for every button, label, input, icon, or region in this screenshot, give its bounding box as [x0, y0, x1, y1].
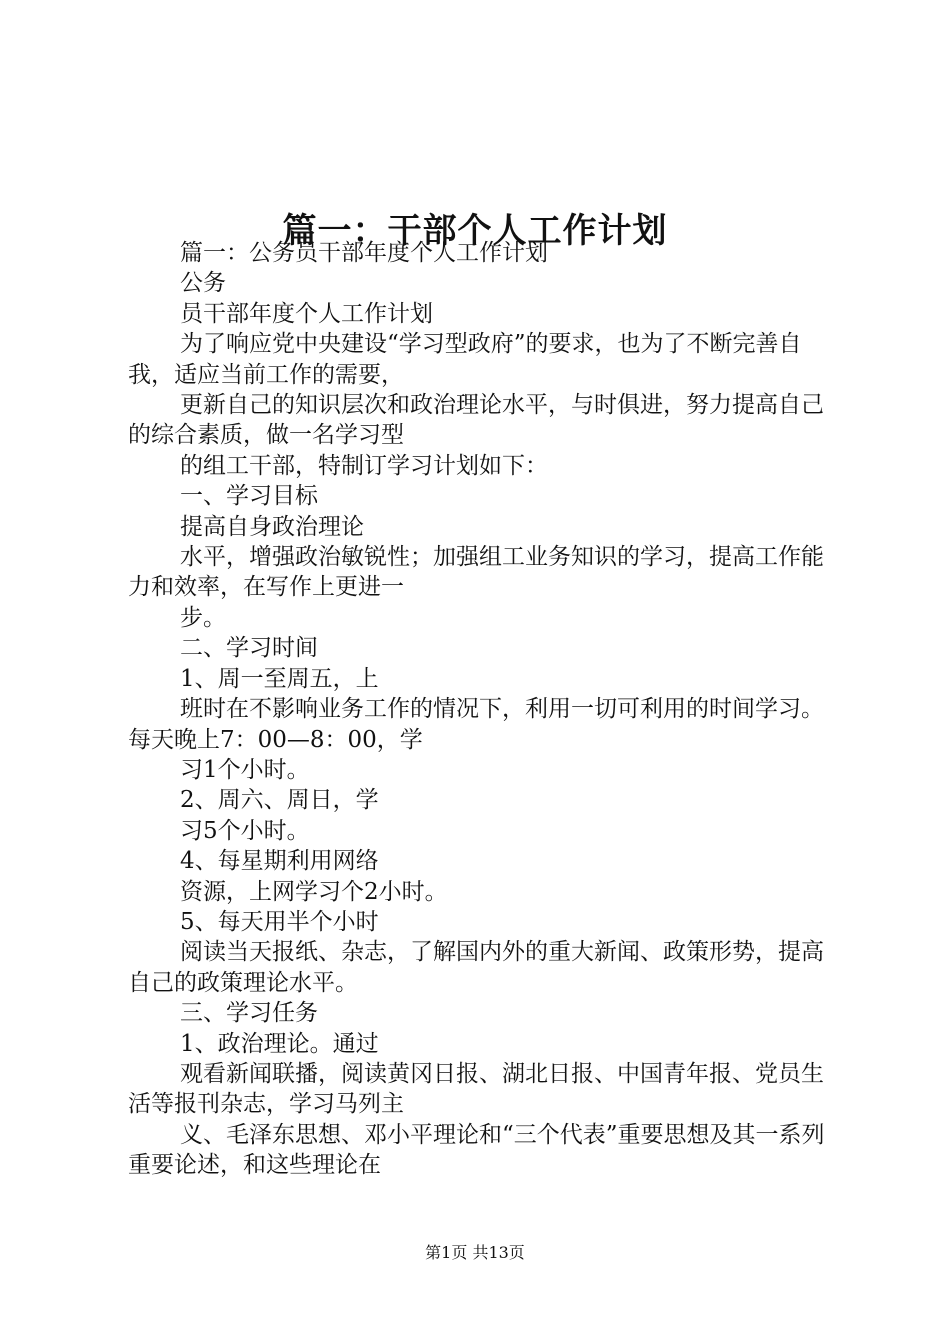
document-body [128, 238, 840, 1181]
body-paragraph: 水平，增强政治敏锐性；加强组工业务知识的学习，提高工作能力和效率，在写作上更进一 [128, 544, 824, 601]
page-number-footer: 第1页 共13页 [425, 1243, 525, 1262]
page-title: 篇一：干部个人工作计划 [282, 210, 668, 251]
body-paragraph: 三、学习任务 [180, 1000, 318, 1027]
body-paragraph: 1、政治理论。通过 [180, 1030, 379, 1057]
body-paragraph: 二、学习时间 [180, 635, 318, 662]
body-paragraph: 提高自身政治理论 [180, 513, 364, 540]
body-paragraph: 篇一：公务员干部年度个人工作计划 [180, 240, 548, 266]
body-paragraph: 步。 [180, 604, 226, 631]
body-paragraph: 义、毛泽东思想、邓小平理论和“三个代表”重要思想及其一系列重要论述，和这些理论在 [128, 1121, 825, 1179]
body-paragraph: 资源，上网学习个2小时。 [180, 878, 448, 905]
body-paragraph: 更新自己的知识层次和政治理论水平，与时俱进，努力提高自己的综合素质，做一名学习型 [128, 392, 824, 449]
body-paragraph: 公务 [180, 270, 226, 297]
body-paragraph: 一、学习目标 [180, 483, 318, 510]
body-paragraph: 5、每天用半个小时 [180, 908, 379, 935]
body-paragraph: 习5个小时。 [180, 817, 310, 844]
body-paragraph: 班时在不影响业务工作的情况下，利用一切可利用的时间学习。每天晚上7：00—8：00，学 [128, 696, 824, 753]
body-paragraph: 1、周一至周五，上 [180, 665, 379, 692]
body-paragraph: 4、每星期利用网络 [180, 848, 379, 875]
body-paragraph: 2、周六、周日，学 [180, 787, 379, 814]
body-paragraph: 员干部年度个人工作计划 [180, 300, 433, 327]
body-paragraph: 阅读当天报纸、杂志，了解国内外的重大新闻、政策形势，提高自己的政策理论水平。 [128, 939, 824, 996]
body-paragraph: 的组工干部，特制订学习计划如下： [180, 452, 548, 479]
body-paragraph: 为了响应党中央建设“学习型政府”的要求，也为了不断完善自我，适应当前工作的需要， [128, 331, 802, 388]
body-paragraph: 习1个小时。 [180, 756, 310, 783]
body-paragraph: 观看新闻联播，阅读黄冈日报、湖北日报、中国青年报、党员生活等报刊杂志，学习马列主 [128, 1060, 824, 1118]
